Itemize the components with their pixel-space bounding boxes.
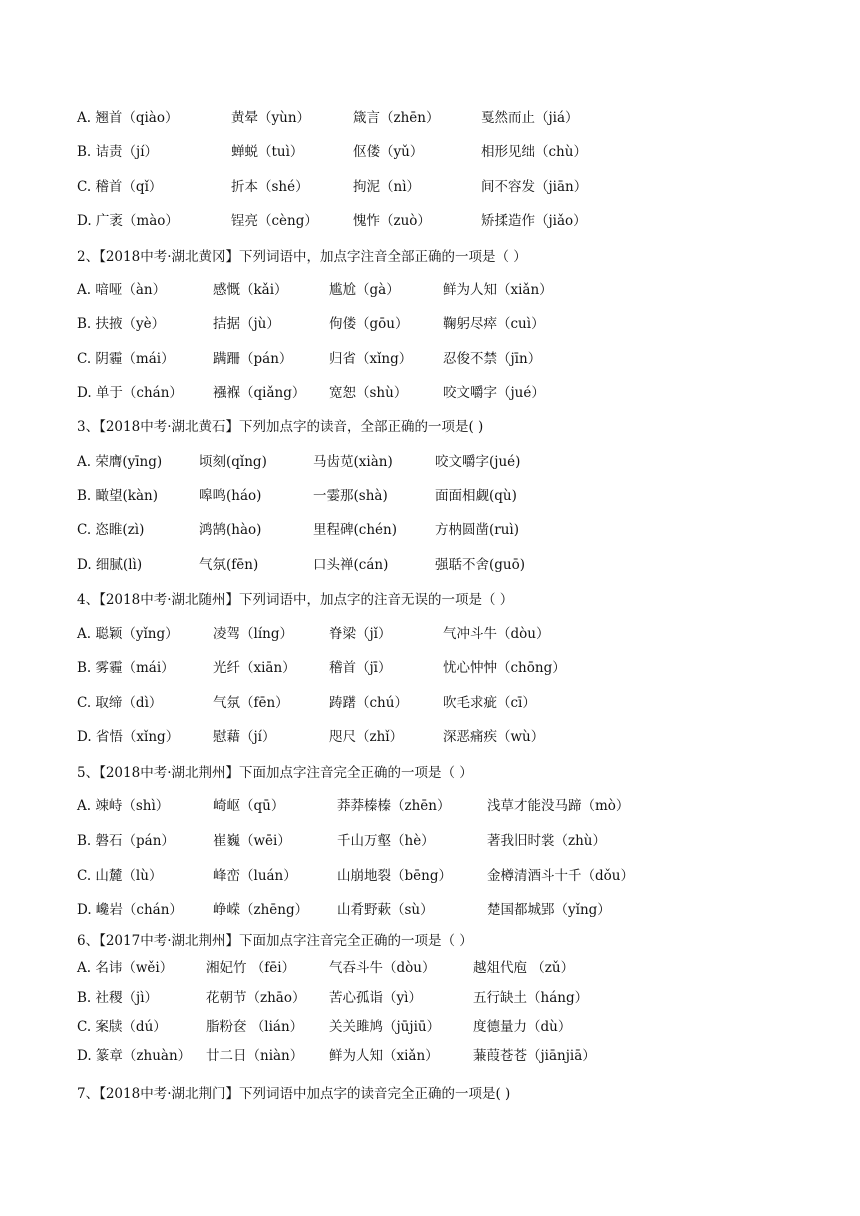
- question-text: 7、【2018中考·湖北荆门】下列词语中加点字的读音完全正确的一项是( ): [77, 1086, 511, 1102]
- answer-option-row: [77, 899, 777, 921]
- option-word: 鲜为人知（xiǎn）: [443, 282, 553, 298]
- option-word: 著我旧时裳（zhù）: [487, 833, 607, 849]
- option-word: 凌驾（líng）: [213, 626, 293, 642]
- option-word: 里程碑(chén): [313, 522, 397, 538]
- option-label-word: D. 省悟（xǐng）: [77, 729, 180, 745]
- option-word: 度德量力（dù）: [473, 1019, 572, 1035]
- option-word: 千山万壑（hè）: [337, 833, 435, 849]
- option-word: 稽首（jī）: [329, 660, 392, 676]
- option-label-word: A. 竦峙（shì）: [77, 798, 170, 814]
- question-text: 3、【2018中考·湖北黄石】下列加点字的读音，全部正确的一项是( ): [77, 419, 484, 435]
- answer-option-row: [77, 657, 777, 679]
- option-word: 折本（shé）: [231, 179, 309, 195]
- option-word: 鲜为人知（xiǎn）: [329, 1048, 439, 1064]
- answer-option-row: [77, 865, 777, 887]
- option-word: 崔巍（wēi）: [213, 833, 291, 849]
- option-label-word: A. 聪颖（yǐng）: [77, 626, 179, 642]
- option-word: 峥嵘（zhēng）: [213, 902, 309, 918]
- question-text: 4、【2018中考·湖北随州】下列词语中，加点字的注音无误的一项是（ ）: [77, 592, 514, 608]
- option-label-word: B. 雾霾（mái）: [77, 660, 175, 676]
- option-word: 一霎那(shà): [313, 488, 388, 504]
- option-word: 楚国都城郢（yǐng）: [487, 902, 611, 918]
- option-label-word: A. 名讳（wěi）: [77, 960, 174, 976]
- option-word: 戛然而止（jiá）: [481, 110, 579, 126]
- question-text: 2、【2018中考·湖北黄冈】下列词语中，加点字注音全部正确的一项是（ ）: [77, 249, 527, 265]
- option-label-word: B. 扶掖（yè）: [77, 316, 166, 332]
- answer-option-row: [77, 830, 777, 852]
- answer-option-row: [77, 107, 777, 129]
- option-label-word: D. 篆章（zhuàn）: [77, 1048, 192, 1064]
- option-word: 鞠躬尽瘁（cuì）: [443, 316, 545, 332]
- option-word: 峰峦（luán）: [213, 868, 297, 884]
- option-label-word: A. 喑哑（àn）: [77, 282, 167, 298]
- option-word: 黄晕（yùn）: [231, 110, 311, 126]
- answer-option-row: [77, 485, 777, 507]
- answer-option-row: [77, 1045, 777, 1067]
- option-word: 金樽清酒斗十千（dǒu）: [487, 868, 634, 884]
- option-word: 莽莽榛榛（zhēn）: [337, 798, 451, 814]
- option-word: 五行缺土（háng）: [473, 990, 589, 1006]
- answer-option-row: [77, 313, 777, 335]
- question-text: 6、【2017中考·湖北荆州】下面加点字注音完全正确的一项是（ ）: [77, 933, 473, 949]
- option-word: 山崩地裂（bēng）: [337, 868, 452, 884]
- option-word: 气氛（fēn）: [213, 695, 289, 711]
- option-word: 拮据（jù）: [213, 316, 280, 332]
- option-word: 花朝节（zhāo）: [206, 990, 306, 1006]
- question-prompt: [77, 416, 483, 438]
- option-word: 伛偻（yǔ）: [353, 144, 424, 160]
- question-text: 5、【2018中考·湖北荆州】下面加点字注音完全正确的一项是（ ）: [77, 765, 473, 781]
- question-prompt: [77, 762, 473, 784]
- option-word: 咬文嚼字（jué）: [443, 385, 545, 401]
- option-word: 廿二日（niàn）: [206, 1048, 304, 1064]
- answer-option-row: [77, 176, 777, 198]
- option-word: 湘妃竹 （fēi）: [206, 960, 296, 976]
- option-word: 忍俊不禁（jīn）: [443, 351, 542, 367]
- option-word: 光纤（xiān）: [213, 660, 296, 676]
- answer-option-row: [77, 623, 777, 645]
- option-label-word: D. 广袤（mào）: [77, 213, 179, 229]
- answer-option-row: [77, 1016, 777, 1038]
- option-word: 拘泥（nì）: [353, 179, 421, 195]
- question-prompt: [77, 1083, 510, 1105]
- answer-option-row: [77, 987, 777, 1009]
- option-label-word: C. 稽首（qǐ）: [77, 179, 163, 195]
- option-label-word: C. 阴霾（mái）: [77, 351, 175, 367]
- option-word: 相形见绌（chù）: [481, 144, 587, 160]
- option-word: 浅草才能没马蹄（mò）: [487, 798, 630, 814]
- option-word: 箴言（zhēn）: [353, 110, 440, 126]
- option-word: 马齿苋(xiàn): [313, 454, 393, 470]
- option-label-word: B. 社稷（jì）: [77, 990, 159, 1006]
- option-word: 间不容发（jiān）: [481, 179, 588, 195]
- option-word: 蝉蜕（tuì）: [231, 144, 304, 160]
- option-word: 苦心孤诣（yì）: [329, 990, 422, 1006]
- option-word: 脂粉奁 （lián）: [206, 1019, 304, 1035]
- option-label-word: B. 诘责（jí）: [77, 144, 159, 160]
- option-label-word: B. 磐石（pán）: [77, 833, 175, 849]
- option-label-word: D. 巉岩（chán）: [77, 902, 183, 918]
- question-prompt: [77, 589, 513, 611]
- answer-option-row: [77, 348, 777, 370]
- option-word: 踌躇（chú）: [329, 695, 408, 711]
- option-word: 蒹葭苍苍（jiānjiā）: [473, 1048, 596, 1064]
- option-word: 嗥鸣(háo): [199, 488, 262, 504]
- option-label-word: A. 荣膺(yīng): [77, 454, 163, 470]
- answer-option-row: [77, 554, 777, 576]
- option-word: 强聒不舍(guō): [435, 557, 525, 573]
- answer-option-row: [77, 279, 777, 301]
- option-word: 顷刻(qǐng): [199, 454, 267, 470]
- option-word: 归省（xǐng）: [329, 351, 413, 367]
- option-label-word: D. 单于（chán）: [77, 385, 183, 401]
- option-label-word: C. 山麓（lù）: [77, 868, 163, 884]
- option-word: 鸿鹄(hào): [199, 522, 262, 538]
- answer-option-row: [77, 210, 777, 232]
- option-word: 感慨（kǎi）: [213, 282, 288, 298]
- answer-option-row: [77, 795, 777, 817]
- answer-option-row: [77, 692, 777, 714]
- option-word: 山肴野蔌（sù）: [337, 902, 434, 918]
- option-word: 慰藉（jí）: [213, 729, 276, 745]
- option-word: 忧心忡忡（chōng）: [443, 660, 566, 676]
- option-word: 咬文嚼字(jué): [435, 454, 521, 470]
- option-word: 气氛(fēn): [199, 557, 259, 573]
- option-word: 越俎代庖 （zǔ）: [473, 960, 575, 976]
- option-word: 脊梁（jǐ）: [329, 626, 392, 642]
- option-word: 口头禅(cán): [313, 557, 389, 573]
- option-word: 宽恕（shù）: [329, 385, 408, 401]
- answer-option-row: [77, 957, 777, 979]
- option-word: 崎岖（qū）: [213, 798, 285, 814]
- option-label-word: C. 取缔（dì）: [77, 695, 163, 711]
- option-label-word: B. 瞰望(kàn): [77, 488, 158, 504]
- option-word: 方枘圆凿(ruì): [435, 522, 519, 538]
- option-label-word: C. 案牍（dú）: [77, 1019, 167, 1035]
- option-word: 气冲斗牛（dòu）: [443, 626, 550, 642]
- option-word: 咫尺（zhǐ）: [329, 729, 404, 745]
- option-word: 锃亮（cèng）: [231, 213, 318, 229]
- answer-option-row: [77, 382, 777, 404]
- option-label-word: C. 恣睢(zì): [77, 522, 145, 538]
- option-word: 蹒跚（pán）: [213, 351, 293, 367]
- answer-option-row: [77, 519, 777, 541]
- option-word: 吹毛求疵（cī）: [443, 695, 536, 711]
- answer-option-row: [77, 726, 777, 748]
- option-word: 愧怍（zuò）: [353, 213, 431, 229]
- option-word: 深恶痛疾（wù）: [443, 729, 545, 745]
- question-prompt: [77, 246, 527, 268]
- question-prompt: [77, 930, 473, 952]
- option-label-word: A. 翘首（qiào）: [77, 110, 179, 126]
- option-word: 佝偻（gōu）: [329, 316, 409, 332]
- option-word: 面面相觑(qù): [435, 488, 517, 504]
- option-word: 关关雎鸠（jūjiū）: [329, 1019, 441, 1035]
- option-word: 襁褓（qiǎng）: [213, 385, 306, 401]
- answer-option-row: [77, 451, 777, 473]
- option-label-word: D. 细腻(lì): [77, 557, 143, 573]
- option-word: 尴尬（gà）: [329, 282, 400, 298]
- answer-option-row: [77, 141, 777, 163]
- option-word: 气吞斗牛（dòu）: [329, 960, 436, 976]
- option-word: 矫揉造作（jiǎo）: [481, 213, 587, 229]
